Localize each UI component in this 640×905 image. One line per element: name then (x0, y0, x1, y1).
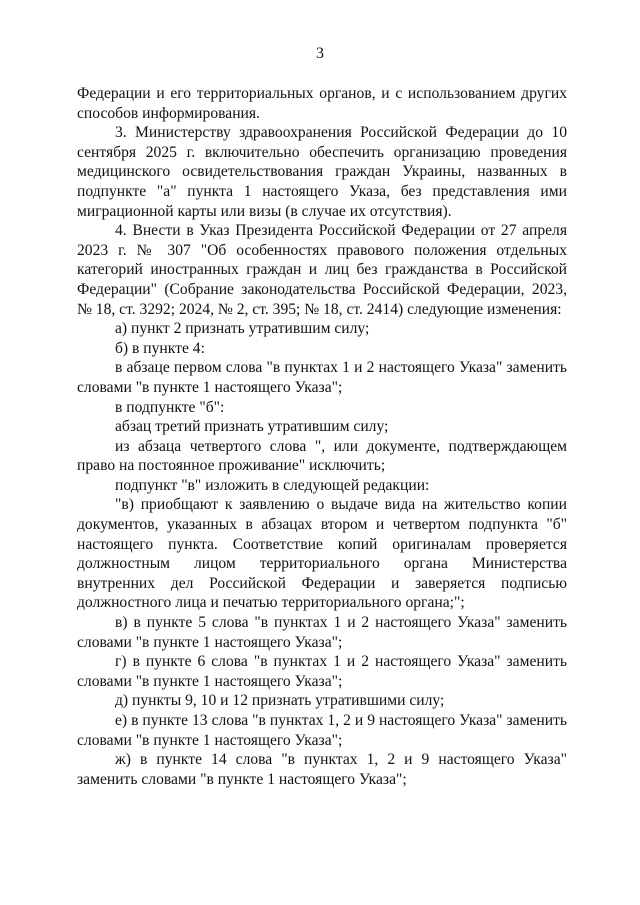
paragraph: а) пункт 2 признать утратившим силу; (115, 320, 370, 338)
paragraph: е) в пункте 13 слова "в пунктах 1, 2 и 9 настоящего Указа" заменить словами "в пункте 1 настоящего Указа"; (77, 712, 567, 749)
paragraph: в абзаце первом слова "в пунктах 1 и 2 настоящего Указа" заменить словами "в пункте 1 настоящего Указа"; (77, 359, 567, 396)
paragraph: б) в пункте 4: (115, 339, 205, 357)
paragraph: ж) в пункте 14 слова "в пунктах 1, 2 и 9 настоящего Указа" заменить словами "в пункте 1 настоящего Указа"; (77, 751, 567, 788)
paragraph: Федерации и его территориальных органов, и с использованием других способов информирования. (77, 85, 567, 122)
paragraph: г) в пункте 6 слова "в пунктах 1 и 2 настоящего Указа" заменить словами "в пункте 1 настоящего Указа"; (77, 653, 567, 690)
paragraph: абзац третий признать утратившим силу; (115, 418, 389, 436)
paragraph: д) пункты 9, 10 и 12 признать утратившими силу; (115, 692, 445, 710)
paragraph: из абзаца четвертого слова ", или документе, подтверждающем право на постоянное проживание" исключить; (77, 437, 567, 475)
paragraph: 3. Министерству здравоохранения Российской Федерации до 10 сентября 2025 г. включительно обеспечить организацию проведения медицинского освидетельствования граждан Украины, названных в подпункте "а" пункта 1 настоящего Указа, без представления ими миграционной карты или визы (в случае их отсутствия). (77, 124, 567, 220)
paragraph: в подпункте "б": (115, 398, 225, 416)
paragraph: 4. Внести в Указ Президента Российской Федерации от 27 апреля 2023 г. № 307 "Об особенностях правового положения отдельных категорий иностранных граждан и лиц без гражданства в Российской Федерации" (Собрание законодательства Российской Федерации, 2023, № 18, ст. 3292; 2024, № 2, ст. 395; № 18, ст. 2414) следующие изменения: (77, 222, 567, 318)
paragraph: "в) приобщают к заявлению о выдаче вида на жительство копии документов, указанных в абзацах втором и четвертом подпункта "б" настоящего пункта. Соответствие копий оригиналам проверяется должностным лицом территориального органа Министерства внутренних дел Российской Федерации и заверяется подписью должностного лица и печатью территориального органа;"; (77, 496, 567, 612)
page-number: 3 (316, 45, 324, 62)
paragraph: в) в пункте 5 слова "в пунктах 1 и 2 настоящего Указа" заменить словами "в пункте 1 настоящего Указа"; (77, 614, 567, 651)
paragraph: подпункт "в" изложить в следующей редакции: (115, 476, 430, 494)
document-body (77, 84, 567, 789)
